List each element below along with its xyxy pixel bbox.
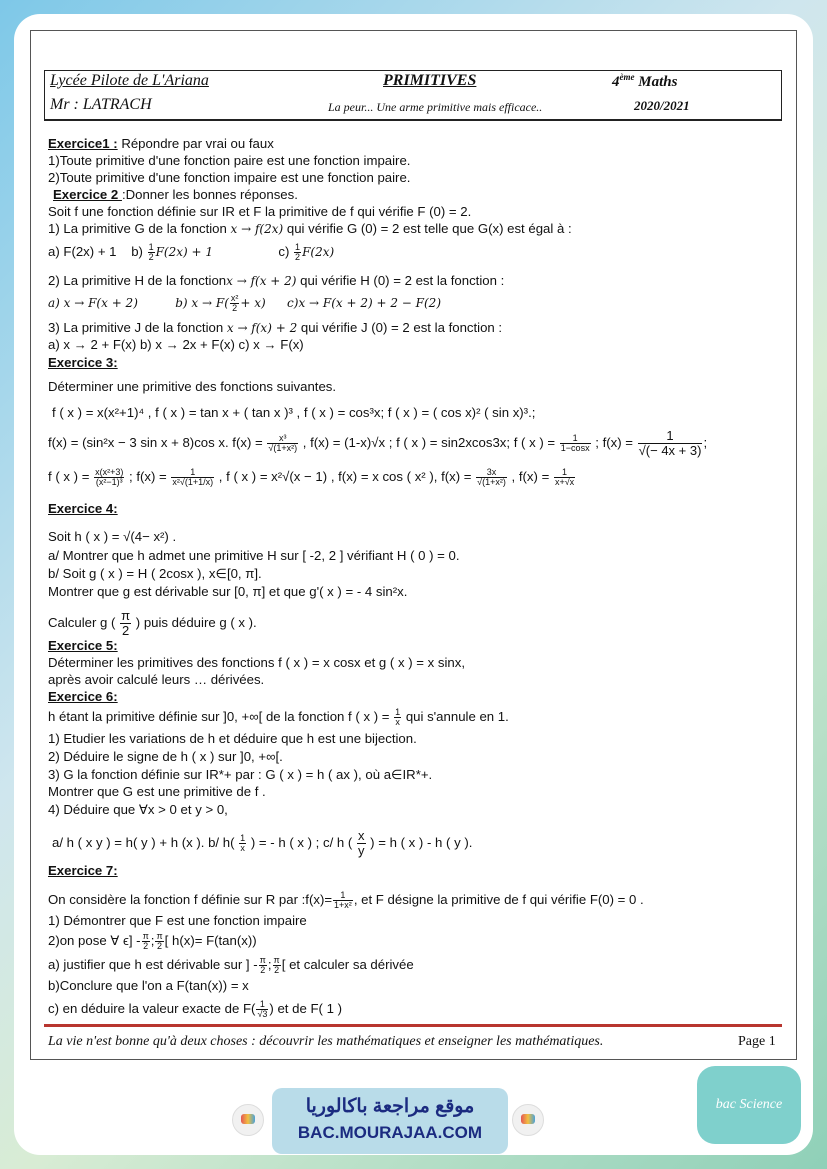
level-sup: ème: [619, 72, 635, 82]
frac-num: 1: [560, 434, 591, 444]
frac-den: 2: [295, 252, 301, 262]
q1-answer-a: a) F(2x) + 1: [48, 243, 117, 259]
frac-num: x(x²+3): [95, 467, 124, 477]
exercise-7-line-4: [48, 956, 414, 975]
exercise-2-header: [53, 187, 298, 204]
banner-arabic-text: موقع مراجعة باكالوريا: [305, 1096, 475, 1117]
frac-den: 2: [232, 303, 238, 313]
fraction: [171, 468, 214, 487]
exercise-1-q2: 2)Toute primitive d'une fonction impaire est une fonction paire.: [48, 170, 411, 185]
ex7-l3-c: [ h(x)= F(tan(x)): [164, 932, 257, 948]
fraction-pi-over-2: [273, 956, 281, 975]
ex3-l3-c: , f ( x ) = x²√(x − 1) , f(x) = x cos ( x² ), f(x) =: [218, 468, 472, 484]
ex7-l1-a: On considère la fonction f définie sur R par :f(x)=: [48, 891, 333, 907]
exercise-2-q1: [48, 221, 572, 238]
page-title: PRIMITIVES: [383, 72, 477, 89]
page-number: Page 1: [738, 1034, 776, 1049]
frac-den: y: [358, 843, 365, 858]
frac-num: 1: [256, 1000, 268, 1010]
school-name: Lycée Pilote de L'Ariana: [50, 72, 209, 89]
frac-den: 2: [148, 252, 154, 262]
ex3-l2-a: f(x) = (sin²x − 3 sin x + 8)cos x. f(x) =: [48, 434, 263, 450]
frac-den: x+√x: [554, 477, 575, 487]
fraction-pi-over-2: [142, 932, 150, 951]
frac-den: 1+x²: [334, 900, 352, 910]
exercise-2-q2-answers: [48, 294, 441, 313]
exercise-3-line-2: f(x) = (sin²x − 3 sin x + 8)cos x. f(x) = $\frac{\text{x³}}{\text{√(1+x²)}}$ , f(x) = (1-x)√x ; f ( x ) = sin2xcos3x; f ( x ) = $\frac{1}{1-\cos x}$ ; f(x) = $\frac{1}{√(- 4x + 3)}$ ;: [48, 428, 708, 458]
school-year: 2020/2021: [634, 98, 690, 113]
exercise-5-line-2: après avoir calculé leurs … dérivées.: [48, 672, 265, 687]
q2-answer-b-pre: b) x → F(: [175, 295, 229, 310]
frac-num: 1: [395, 707, 401, 717]
frac-den: √(1+x²): [268, 443, 298, 453]
exercise-1-instruction: Répondre par vrai ou faux: [121, 136, 274, 151]
ex7-l6-a: c) en déduire la valeur exacte de F(: [48, 1000, 256, 1016]
fraction: [560, 434, 591, 453]
frac-num: 1: [295, 242, 301, 252]
exercise-2-title: Exercice 2: [53, 187, 122, 202]
bac-science-logo: bac Science: [697, 1066, 801, 1144]
q1-text-b: qui vérifie G (0) = 2 est telle que G(x) est égal à :: [286, 221, 572, 236]
exercise-7-title: Exercice 7:: [48, 863, 118, 878]
q2-text-a: 2) La primitive H de la fonction: [48, 273, 227, 288]
fraction-pi-over-2: [120, 609, 131, 638]
exercise-1-q1: 1)Toute primitive d'une fonction paire est une fonction impaire.: [48, 153, 411, 168]
fraction: [638, 429, 703, 458]
fraction-pi-over-2: [259, 956, 267, 975]
fraction-pi-over-2: [155, 932, 163, 951]
ex7-l1-b: , et F désigne la primitive de f qui vérifie F(0) = 0 .: [353, 891, 644, 907]
ex6-l1-a: h étant la primitive définie sur ]0, +∞[ de la fonction f ( x ) =: [48, 708, 390, 724]
frac-num: 1: [554, 468, 575, 478]
fraction: [94, 468, 124, 487]
frac-den: √3: [257, 1009, 268, 1019]
exercise-5-line-1: Déterminer les primitives des fonctions f ( x ) = x cosx et g ( x ) = x sinx,: [48, 655, 465, 670]
q1-math: x → f(2x): [230, 222, 284, 236]
ex6-l1-b: qui s'annule en 1.: [405, 708, 509, 724]
motto: La peur... Une arme primitive mais efficace..: [328, 100, 543, 114]
q3-text-b: qui vérifie J (0) = 2 est la fonction :: [300, 320, 503, 335]
level-name: Maths: [638, 74, 678, 90]
exercise-3-title: Exercice 3:: [48, 355, 118, 370]
ex6-l7-b: ) = - h ( x ) ; c/ h (: [250, 834, 353, 850]
fraction-one-over-sqrt3: [256, 1000, 268, 1019]
frac-den: 2: [121, 623, 130, 638]
site-banner[interactable]: [272, 1088, 508, 1154]
ex6-l7-c: ) = h ( x ) - h ( y ).: [370, 834, 473, 850]
banner-url[interactable]: BAC.MOURAJAA.COM: [297, 1123, 483, 1142]
frac-num: 1: [171, 468, 214, 478]
q2-math: x → f(x + 2): [226, 274, 297, 288]
exercise-7-line-3: [48, 932, 257, 951]
exercise-3-header: [48, 355, 118, 372]
exercise-2-q1-answers: [48, 243, 334, 262]
ex3-l2-b: , f(x) = (1-x)√x ; f ( x ) = sin2xcos3x; f ( x ) =: [302, 434, 556, 450]
fraction-one-half: [294, 243, 301, 262]
footer-divider: [44, 1024, 782, 1027]
exercise-6-line-1: [48, 708, 509, 727]
exercise-3-instruction: Déterminer une primitive des fonctions suivantes.: [48, 379, 337, 394]
frac-den: 1−cosx: [560, 443, 590, 453]
ex6-l7-a: a/ h ( x y ) = h( y ) + h (x ). b/ h(: [52, 834, 235, 850]
ex4-l5-b: ) puis déduire g ( x ).: [135, 614, 257, 630]
exercise-6-line-2: 1) Etudier les variations de h et déduire que h est une bijection.: [48, 731, 417, 746]
exercise-4-line-3: b/ Soit g ( x ) = H ( 2cosx ), x∈[0, π].: [48, 566, 262, 581]
fraction-one-over-x: [239, 834, 246, 853]
exercise-6-line-7: [52, 829, 472, 858]
exercise-6-line-6: 4) Déduire que ∀x > 0 et y > 0,: [48, 802, 228, 817]
frac-num: 3x: [476, 468, 507, 478]
q1-answer-b: F(2x) + 1: [155, 244, 214, 259]
frac-den: 2: [143, 941, 149, 951]
fraction: [267, 434, 298, 453]
ex3-l2-c: ; f(x) =: [595, 434, 633, 450]
exercise-3-line-3: [48, 468, 576, 487]
exercise-2-intro: Soit f une fonction définie sur IR et F la primitive de f qui vérifie F (0) = 2.: [48, 204, 472, 219]
ex7-l4-a: a) justifier que h est dérivable sur ] -: [48, 956, 258, 972]
q2-text-b: qui vérifie H (0) = 2 est la fonction :: [300, 273, 505, 288]
q2-answer-b-post: + x): [240, 295, 266, 310]
exercise-7-line-1: [48, 891, 644, 910]
exercise-4-line-4: Montrer que g est dérivable sur [0, π] et que g'( x ) = - 4 sin²x.: [48, 584, 408, 599]
ex7-l4-b: ;: [267, 956, 272, 972]
frac-num: 1: [148, 242, 154, 252]
frac-den: 2: [157, 941, 163, 951]
ex3-l3-a: f ( x ) =: [48, 468, 90, 484]
frac-den: (x²−1)³: [95, 477, 123, 487]
fraction-x-over-y: [357, 829, 366, 858]
frac-num: π: [156, 931, 163, 941]
frac-num: x²: [230, 293, 239, 303]
frac-den: 2: [260, 965, 266, 975]
frac-num: π: [259, 955, 266, 965]
frac-den: √(1+x²): [477, 477, 506, 487]
frac-num: π: [273, 955, 280, 965]
q3-math: x → f(x) + 2: [226, 321, 298, 335]
exercise-2-q3-answers: a) x → 2 + F(x) b) x → 2x + F(x) c) x → F(x): [48, 337, 304, 352]
exercise-7-header: [48, 863, 118, 880]
fraction: [476, 468, 507, 487]
class-level: [612, 72, 677, 91]
q1-text-a: 1) La primitive G de la fonction: [48, 221, 227, 236]
exercise-4-header: [48, 501, 118, 518]
exercise-4-line-1: Soit h ( x ) = √(4− x²) .: [48, 529, 177, 544]
frac-den: x: [395, 717, 400, 727]
frac-num: x: [358, 828, 365, 843]
frac-num: x³: [267, 434, 298, 444]
ex3-l3-d: , f(x) =: [511, 468, 550, 484]
site-logo-icon: [232, 1104, 264, 1136]
exercise-2-q3: [48, 320, 502, 337]
ex3-l3-b: ; f(x) =: [129, 468, 167, 484]
fraction-one-half: [148, 243, 155, 262]
site-logo-icon: [512, 1104, 544, 1136]
exercise-3-line-1: f ( x ) = x(x²+1)⁴ , f ( x ) = tan x + ( tan x )³ , f ( x ) = cos³x; f ( x ) = ( cos x)² ( sin x)³.;: [52, 405, 536, 420]
fraction: [554, 468, 575, 487]
exercise-2-q2: [48, 273, 504, 290]
level-number: 4: [612, 74, 620, 90]
frac-num: π: [121, 608, 131, 623]
q2-answer-a: a) x → F(x + 2): [48, 295, 138, 310]
ex7-l6-b: ) et de F( 1 ): [269, 1000, 342, 1016]
q1-answer-c: F(2x): [302, 244, 335, 259]
frac-num: 1: [240, 833, 246, 843]
ex7-l3-a: 2)on pose ∀ ϵ] -: [48, 932, 141, 948]
exercise-7-line-6: [48, 1000, 342, 1019]
fraction: [333, 891, 353, 910]
frac-num: π: [142, 931, 149, 941]
ex7-l3-b: ;: [150, 932, 155, 948]
exercise-5-title: Exercice 5:: [48, 638, 118, 653]
exercise-6-title: Exercice 6:: [48, 689, 118, 704]
exercise-4-line-2: a/ Montrer que h admet une primitive H sur [ -2, 2 ] vérifiant H ( 0 ) = 0.: [48, 548, 460, 563]
q1-answer-c-label: c): [278, 243, 290, 259]
ex7-l4-c: [ et calculer sa dérivée: [281, 956, 414, 972]
exercise-6-line-3: 2) Déduire le signe de h ( x ) sur ]0, +∞[.: [48, 749, 283, 764]
exercise-4-line-5: [48, 609, 257, 638]
exercise-4-title: Exercice 4:: [48, 501, 118, 516]
q2-answer-c: c)x → F(x + 2) + 2 − F(2): [287, 295, 442, 310]
q1-answer-b-label: b): [131, 243, 143, 259]
teacher-name: Mr : LATRACH: [50, 96, 152, 113]
exercise-2-instruction: :Donner les bonnes réponses.: [121, 187, 298, 202]
frac-num: 1: [638, 429, 703, 444]
frac-num: 1: [333, 891, 353, 901]
exercise-7-line-5: b)Conclure que l'on a F(tan(x)) = x: [48, 978, 249, 993]
exercise-1-header: [48, 136, 274, 153]
exercise-7-line-2: 1) Démontrer que F est une fonction impaire: [48, 913, 307, 928]
exercise-1-title: Exercice1 :: [48, 136, 118, 151]
ex4-l5-a: Calculer g (: [48, 614, 116, 630]
frac-den: √(− 4x + 3): [638, 443, 702, 458]
exercise-6-header: [48, 689, 118, 706]
exercise-6-line-5: Montrer que G est une primitive de f .: [48, 784, 266, 799]
frac-den: 2: [274, 965, 280, 975]
frac-den: x: [240, 843, 245, 853]
fraction-x2-over-2: [230, 294, 240, 313]
exercise-6-line-4: 3) G la fonction définie sur IR*+ par : G ( x ) = h ( ax ), où a∈IR*+.: [48, 767, 433, 782]
fraction-one-over-x: [394, 708, 401, 727]
footer-quote: La vie n'est bonne qu'à deux choses : découvrir les mathématiques et enseigner les mathématiques.: [48, 1034, 604, 1049]
frac-den: x²√(1+1/x): [172, 477, 214, 487]
q3-text-a: 3) La primitive J de la fonction: [48, 320, 224, 335]
exercise-5-header: [48, 638, 118, 655]
